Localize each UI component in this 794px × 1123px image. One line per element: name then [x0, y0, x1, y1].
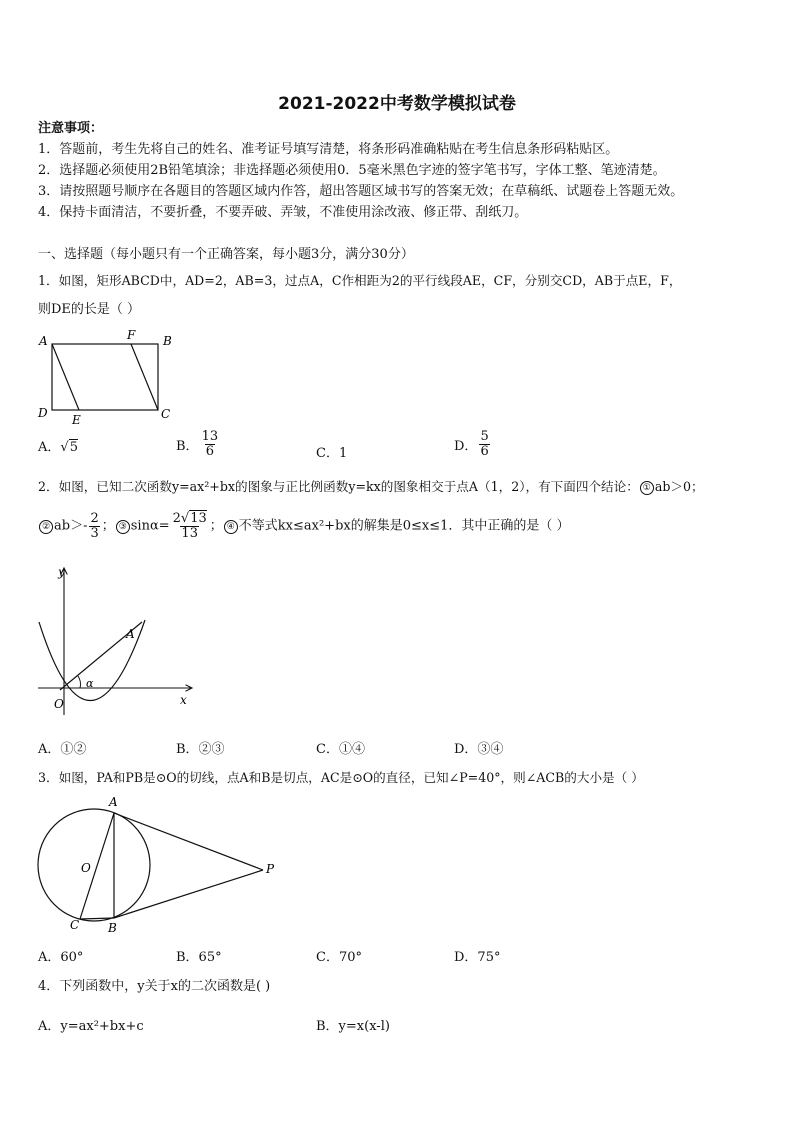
question-1-text: 则DE的长是（ ）: [38, 302, 141, 317]
label-y: y: [58, 565, 65, 579]
fraction: $\frac{2}{3}$: [90, 511, 99, 541]
q3-option-d[interactable]: D．75°: [454, 950, 501, 965]
fraction: $\frac{5}{6}$: [480, 429, 489, 459]
label-alpha: α: [86, 677, 94, 690]
label-x: x: [180, 693, 187, 707]
label-c: C: [70, 918, 80, 932]
fraction: $\frac{2√13}{13}$: [172, 511, 207, 541]
segment-ae: [52, 344, 79, 410]
section-heading: 一、选择题（每小题只有一个正确答案，每小题3分，满分30分）: [38, 247, 414, 262]
q4-option-b[interactable]: B．y=x(x-l): [316, 1019, 390, 1034]
question-2-text: 2．如图，已知二次函数y=ax²+bx的图象与正比例函数y=kx的图象相交于点A（1，2），有下面四个结论： ① ab＞0；: [38, 479, 704, 494]
q1-option-c[interactable]: C．1: [316, 446, 348, 461]
q3-figure-circle: [34, 792, 294, 942]
tangent-pb: [114, 870, 263, 918]
q1-option-b[interactable]: [176, 430, 221, 459]
label-b: B: [163, 334, 172, 348]
notice-item: 2．选择题必须使用2B铅笔填涂；非选择题必须使用0．5毫米黑色字迹的签字笔书写，字体工整、笔迹清楚。: [38, 163, 666, 178]
q3-option-b[interactable]: B．65°: [176, 950, 222, 965]
q2-option-a[interactable]: A．①②: [38, 742, 87, 757]
circle-o: [38, 809, 150, 921]
page-title: 2021-2022中考数学模拟试卷: [278, 94, 516, 114]
notice-heading: 注意事项：: [38, 121, 104, 136]
sqrt-radicand: 5: [69, 440, 78, 455]
conclusion-1-text: ab＞0；: [654, 479, 704, 494]
q2-option-c[interactable]: C．①④: [316, 742, 365, 757]
conclusion-1-mark: ①: [640, 481, 654, 495]
label-f: F: [127, 328, 136, 342]
q3-option-c[interactable]: C．70°: [316, 950, 362, 965]
q2-option-b[interactable]: B．②③: [176, 742, 225, 757]
label-c: C: [161, 407, 171, 421]
label-o: O: [81, 861, 91, 875]
q3-option-a[interactable]: A．60°: [38, 950, 84, 965]
segment-cf: [131, 344, 158, 410]
option-label: D．: [454, 439, 478, 454]
conclusion-2-text: ab＞-: [54, 518, 88, 534]
conclusion-4-text: 不等式kx≤ax²+bx的解集是0≤x≤1．其中正确的是（ ）: [238, 518, 570, 534]
label-a: A: [109, 795, 118, 809]
question-3-text: 3．如图，PA和PB是⊙O的切线，点A和B是切点，AC是⊙O的直径，已知∠P=40°，则∠ACB的大小是（ ）: [38, 770, 644, 785]
q1-option-a[interactable]: A．√5: [38, 440, 78, 455]
rectangle-abcd: [52, 344, 158, 410]
fraction: $\frac{13}{6}$: [201, 429, 219, 459]
q2-option-d[interactable]: D．③④: [454, 742, 504, 757]
tangent-pa: [114, 813, 263, 870]
conclusion-3-text: sinα=: [130, 518, 170, 534]
question-2-conclusions: ② ab＞- $\frac{2}{3}$ ； ③ sinα= $\frac{2√13}{13}$ ； ④ 不等式kx≤ax²+bx的解集是0≤x≤1．其中正确的是（ ）: [38, 512, 570, 541]
q2-figure-graph: [34, 560, 199, 720]
notice-item: 4．保持卡面清洁，不要折叠，不要弄破、弄皱，不准使用涂改液、修正带、刮纸刀。: [38, 205, 528, 220]
question-1-text: 1．如图，矩形ABCD中，AD=2，AB=3，过点A，C作相距为2的平行线段AE，CF，分别交CD，AB于点E，F，: [38, 273, 682, 288]
label-d: D: [38, 406, 48, 420]
label-a: A: [126, 627, 135, 641]
angle-arc: [78, 676, 80, 688]
label-o: O: [54, 697, 64, 711]
notice-item: 1．答题前，考生先将自己的姓名、准考证号填写清楚，将条形码准确粘贴在考生信息条形码粘贴区。: [38, 142, 619, 157]
question-4-text: 4．下列函数中，y关于x的二次函数是( ): [38, 979, 271, 994]
option-label: B．: [176, 439, 199, 454]
conclusion-3-mark: ③: [116, 520, 130, 534]
conclusion-2-mark: ②: [39, 520, 53, 534]
conclusion-4-mark: ④: [224, 520, 238, 534]
option-label: A．: [38, 440, 61, 455]
label-b: B: [108, 921, 117, 935]
q4-option-a[interactable]: A．y=ax²+bx+c: [38, 1019, 144, 1034]
label-e: E: [72, 413, 81, 427]
notice-item: 3．请按照题号顺序在各题目的答题区域内作答，超出答题区域书写的答案无效；在草稿纸、试题卷上答题无效。: [38, 184, 684, 199]
label-p: P: [266, 862, 275, 876]
q1-option-d[interactable]: [454, 430, 492, 459]
q1-figure-rectangle: [34, 328, 184, 428]
label-a: A: [39, 334, 48, 348]
